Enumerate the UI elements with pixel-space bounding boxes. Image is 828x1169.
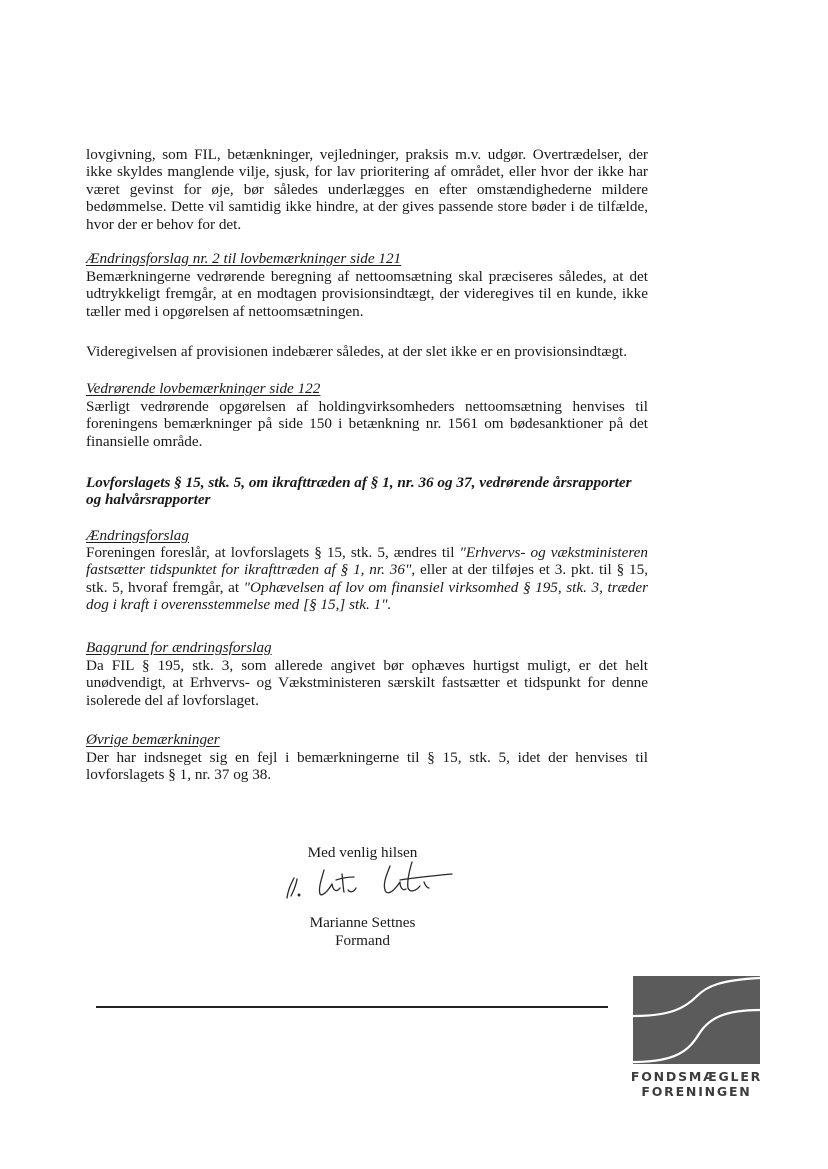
signer-name: Marianne Settnes: [309, 914, 416, 931]
section-paragraph-background: Da FIL § 195, stk. 3, som allerede angivet bør ophæves hurtigst muligt, er det helt unødvendigt, at Erhvervs- og Vækstministeren særskilt fastsætter et tidspunkt for denne isolerede del af lovforslaget.: [86, 657, 648, 709]
handwritten-signature: [282, 858, 457, 910]
divider-line: [96, 1006, 608, 1008]
logo-text-line1: FONDSMÆGLER: [630, 1069, 763, 1084]
section-paragraph-holding: Særligt vedrørende opgørelsen af holdingvirksomheders nettoomsætning henvises til foreningens bemærkninger på side 150 i betænkning nr. 1561 om bødesanktioner på det finansielle område.: [86, 398, 648, 450]
section-heading-other-remarks: Øvrige bemærkninger: [86, 731, 220, 748]
main-heading-section-15: Lovforslagets § 15, stk. 5, om ikrafttræden af § 1, nr. 36 og 37, vedrørende årsrapporter og halvårsrapporter: [86, 474, 632, 509]
closing-greeting: Med venlig hilsen: [307, 844, 418, 861]
intro-paragraph: lovgivning, som FIL, betænkninger, vejledninger, praksis m.v. udgør. Overtrædelser, der ikke skyldes manglende vilje, sjusk, for lav prioritering af området, eller hvor der ikke har været gevinst for øje, bør således underlægges en efter omstændighederne mildere bedømmelse. Dette vil samtidig ikke hindre, at der gives passende store bøder i de tilfælde, hvor der er behov for det.: [86, 146, 648, 233]
section-paragraph-other-remarks: Der har indsneget sig en fejl i bemærkningerne til § 15, stk. 5, idet der henvises til lovforslagets § 1, nr. 37 og 38.: [86, 749, 648, 784]
section-paragraph-commission: Videregivelsen af provisionen indebærer således, at der slet ikke er en provisionsindtægt.: [86, 343, 628, 360]
proposal-quote-2: "Ophævelsen af lov om finansiel virksomhed § 195, stk. 3, træder dog i kraft i overensstemmelse med [§ 15,] stk. 1".: [86, 578, 648, 614]
section-paragraph-proposal: [86, 544, 648, 614]
section-heading-amendment: Ændringsforslag: [86, 527, 189, 544]
logo-text-line2: FORENINGEN: [641, 1084, 752, 1099]
signer-title: Formand: [335, 932, 390, 949]
section-heading-amendment-2: Ændringsforslag nr. 2 til lovbemærkninger side 121: [86, 250, 402, 267]
proposal-text-2: , eller at der tilføjes et 3. pkt. til § 15, stk. 5, hvoraf fremgår, at: [86, 561, 649, 596]
logo-swoosh-icon: [633, 976, 760, 1064]
proposal-text-1: Foreningen foreslår, at lovforslagets § 15, stk. 5, ændres til: [86, 544, 460, 561]
section-heading-remarks-122: Vedrørende lovbemærkninger side 122: [86, 380, 321, 397]
section-heading-background: Baggrund for ændringsforslag: [86, 639, 272, 656]
logo-box: [633, 976, 760, 1064]
section-paragraph-net-turnover: Bemærkningerne vedrørende beregning af nettoomsætning skal præciseres således, at det udtrykkeligt fremgår, at en modtagen provisionsindtægt, der videregives til en kunde, ikke tæller med i opgørelsen af nettoomsætningen.: [86, 268, 648, 320]
proposal-quote-1: "Erhvervs- og vækstministeren fastsætter tidspunktet for ikrafttræden af § 1, nr. 36": [86, 544, 649, 579]
